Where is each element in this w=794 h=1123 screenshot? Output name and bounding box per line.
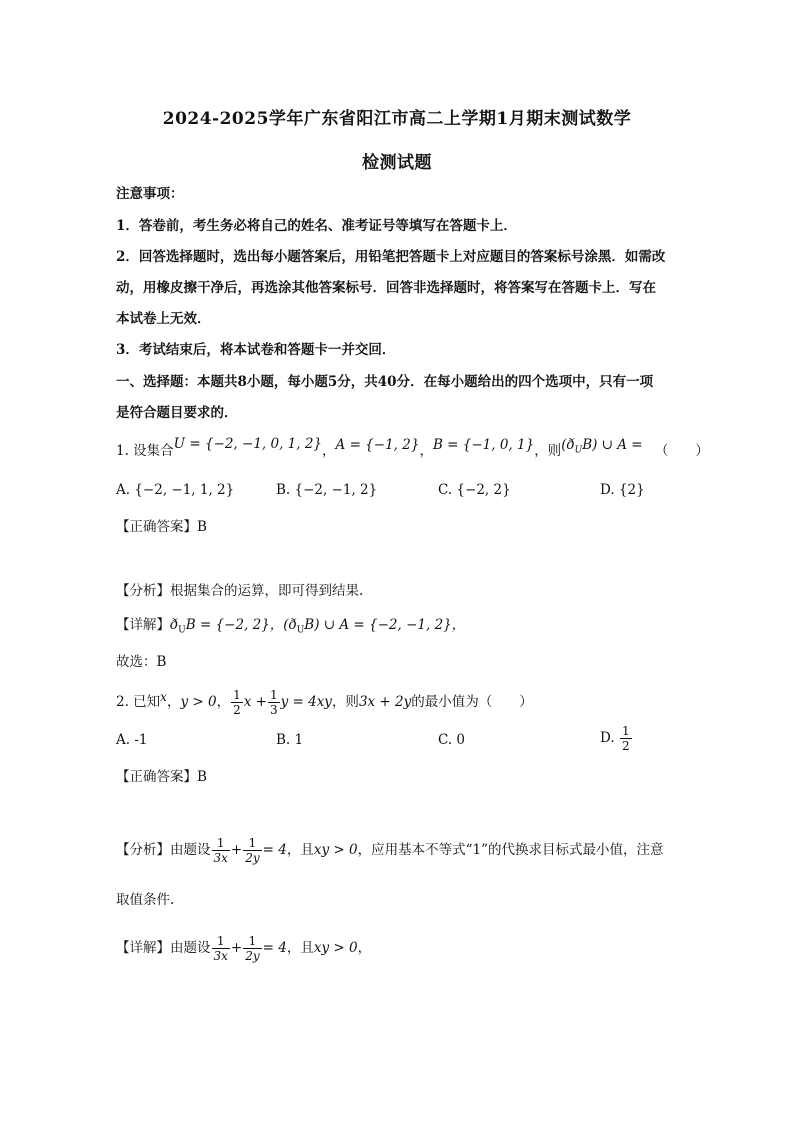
q1-sep1: ， bbox=[322, 443, 336, 459]
exam-title-line2: 检测试题 bbox=[362, 153, 432, 173]
q1-mid: ，则 bbox=[534, 443, 562, 459]
notice-heading: 注意事项： bbox=[116, 186, 184, 202]
notice-item-1: 1．答卷前，考生务必将自己的姓名、准考证号等填写在答题卡上． bbox=[116, 218, 517, 234]
q1-answer: 【正确答案】B bbox=[116, 519, 207, 535]
q1-prefix: 1. 设集合 bbox=[116, 443, 174, 459]
notice-item-3: 3．考试结束后，将本试卷和答题卡一并交回． bbox=[116, 342, 396, 358]
notice-item-2b: 动，用橡皮擦干净后，再选涂其他答案标号．回答非选择题时，将答案写在答题卡上．写在 bbox=[116, 280, 656, 296]
q1-set-a: A = {−1, 2} bbox=[335, 437, 420, 453]
q1-set-u: U = {−2, −1, 0, 1, 2} bbox=[173, 436, 323, 452]
q1-option-a: A. {−2, −1, 1, 2} bbox=[116, 482, 235, 498]
question-2-stem: 2. 已知x，y > 0， $\frac{1}{2}$ x + $\frac{1}{3}$ y = 4xy，则3x + 2y的最小值为（ ） bbox=[116, 688, 533, 717]
q2-analysis-cont: 取值条件. bbox=[116, 892, 175, 908]
q1-sep2: ， bbox=[419, 443, 433, 459]
q2-detail: 【详解】由题设 $\frac{1}{3x}$ + $\frac{1}{2y}$ = 4，且xy > 0， bbox=[116, 934, 372, 963]
q2-option-d: D. $\frac{1}{2}$ bbox=[600, 724, 630, 753]
q1-option-d: D. {2} bbox=[600, 482, 645, 498]
section-1-heading-cont: 是符合题目要求的． bbox=[116, 405, 238, 421]
q1-analysis: 【分析】根据集合的运算，即可得到结果. bbox=[116, 583, 364, 599]
q1-detail: 【详解】$ð_UB = \{-2$, 2}，$(ð_UB)$ ∪ A = {−2, −1, 2}， bbox=[116, 617, 466, 636]
q1-expr: $(ð_UB)$ ∪ A = bbox=[561, 437, 643, 456]
exam-title-line1: 2024-2025学年广东省阳江市高二上学期1月期末测试数学 bbox=[162, 109, 632, 129]
q2-option-c: C. 0 bbox=[438, 732, 466, 748]
notice-item-2c: 本试卷上无效． bbox=[116, 311, 211, 327]
q1-option-c: C. {−2, 2} bbox=[438, 482, 511, 498]
q2-option-b: B. 1 bbox=[276, 732, 304, 748]
q1-set-b: B = {−1, 0, 1} bbox=[432, 437, 535, 453]
q1-option-b: B. {−2, −1, 2} bbox=[276, 482, 378, 498]
section-1-heading: 一、选择题：本题共8小题，每小题5分，共40分．在每小题给出的四个选项中，只有一项 bbox=[116, 374, 654, 390]
q1-choose: 故选：B bbox=[116, 654, 167, 670]
q2-option-a: A. -1 bbox=[116, 732, 148, 748]
q1-blank: （ ） bbox=[654, 443, 709, 459]
question-1-stem bbox=[116, 436, 709, 467]
q2-analysis: 【分析】由题设 $\frac{1}{3x}$ + $\frac{1}{2y}$ = 4，且xy > 0，应用基本不等式“1”的代换求目标式最小值，注意 bbox=[116, 836, 664, 865]
q2-answer: 【正确答案】B bbox=[116, 769, 207, 785]
notice-item-2a: 2．回答选择题时，选出每小题答案后，用铅笔把答题卡上对应题目的答案标号涂黑．如需改 bbox=[116, 249, 666, 265]
